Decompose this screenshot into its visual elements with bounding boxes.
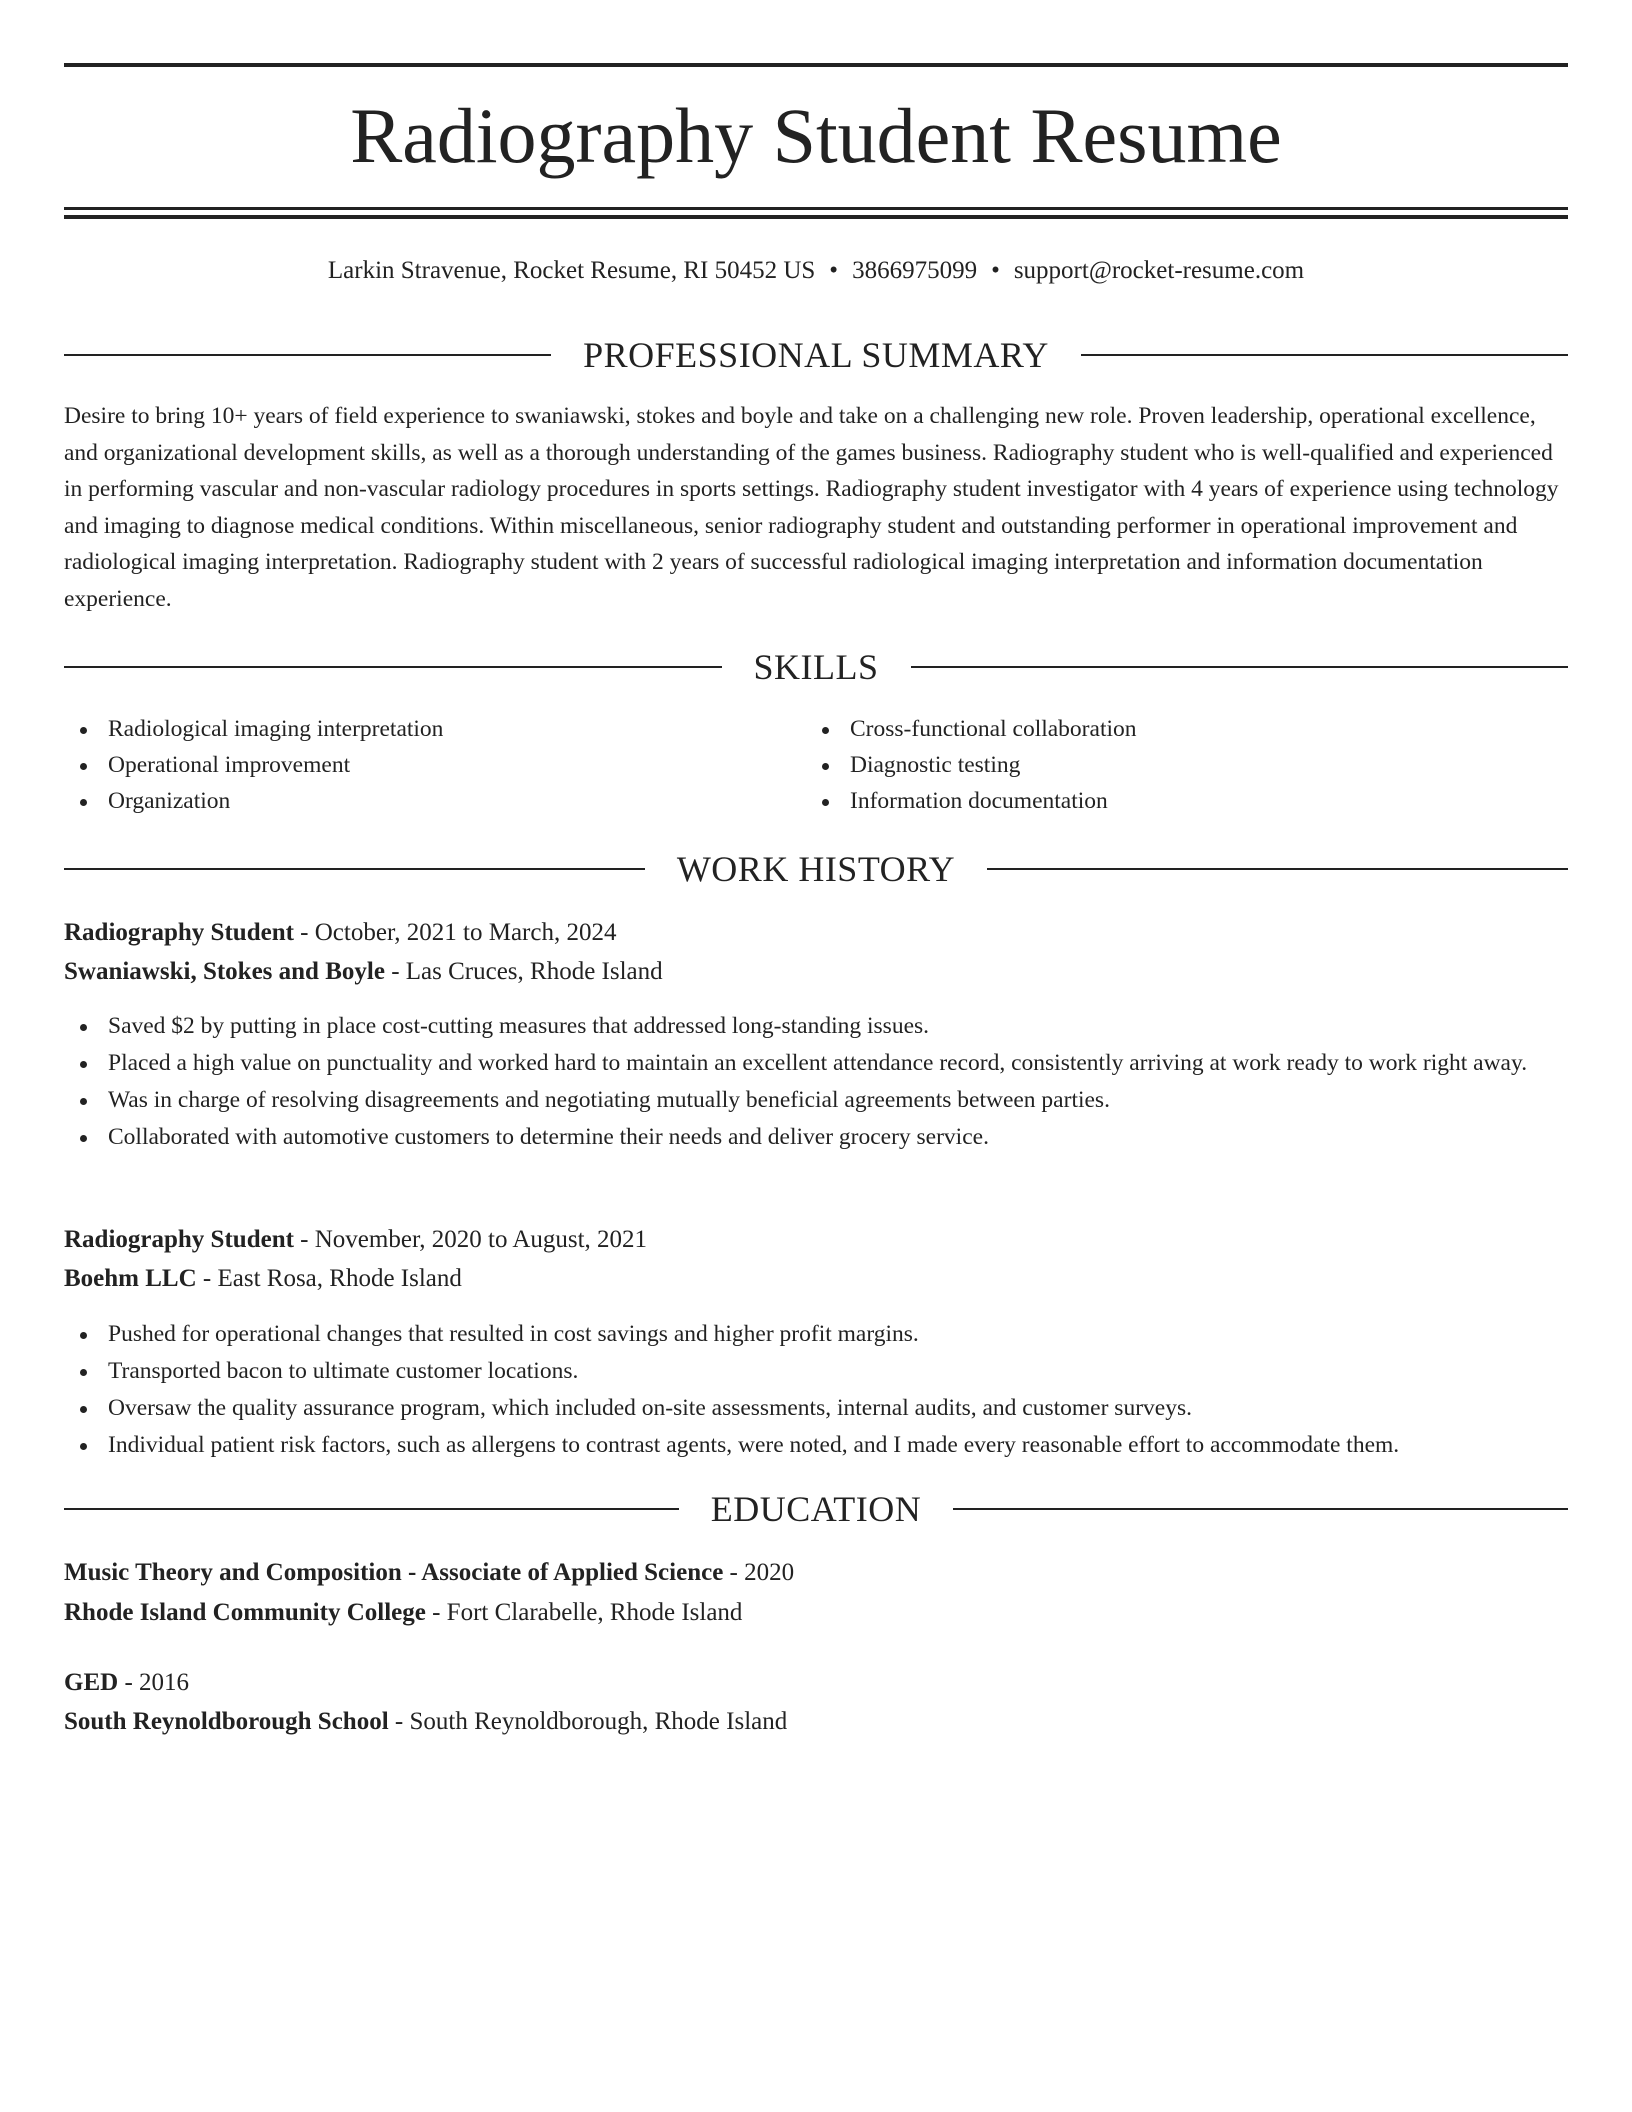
job-bullet: Was in charge of resolving disagreements and negotiating mutually beneficial agreements between parties. [64, 1082, 1568, 1118]
joiner: - [384, 958, 406, 985]
heading-rule [64, 1508, 679, 1510]
joiner: - [388, 1708, 410, 1735]
job-bullet: Saved $2 by putting in place cost-cutting measures that addressed long-standing issues. [64, 1008, 1568, 1044]
joiner: - [723, 1559, 745, 1586]
section-heading-summary [64, 333, 1568, 377]
heading-rule [64, 666, 722, 668]
summary-text: Desire to bring 10+ years of field experience to swaniawski, stokes and boyle and take on a challenging new role. Proven leadership, operational excellence, and organizational development skills, as well as a thorough understanding of the games business. Radiography student who is well-qualified and experienced in performing vascular and non-vascular radiology procedures in sports settings. Radiography student investigator with 4 years of experience using technology and imaging to diagnose medical conditions. Within miscellaneous, senior radiography student and outstanding performer in operational improvement and radiological imaging interpretation. Radiography student with 2 years of successful radiological imaging interpretation and information documentation experience. [64, 403, 1559, 612]
skill-item: Information documentation [806, 783, 1548, 819]
job-bullets [64, 1008, 1568, 1156]
degree-year: 2016 [139, 1669, 190, 1696]
joiner: - [293, 919, 315, 946]
job-bullet: Placed a high value on punctuality and worked hard to maintain an excellent attendance record, consistently arriving at work ready to work right away. [64, 1045, 1568, 1081]
section-title: PROFESSIONAL SUMMARY [583, 335, 1049, 375]
heading-rule [1081, 354, 1568, 356]
section-title: SKILLS [753, 647, 879, 687]
job-company-line [64, 1259, 1568, 1299]
resume-title: Radiography Student Resume [350, 92, 1282, 179]
joiner: - [293, 1226, 315, 1253]
joiner: - [425, 1599, 447, 1626]
joiner: - [196, 1265, 218, 1292]
heading-rule [911, 666, 1569, 668]
job-title: Radiography Student [64, 919, 294, 946]
degree-line [64, 1553, 1568, 1593]
job-bullet: Individual patient risk factors, such as allergens to contrast agents, were noted, and I made every reasonable effort to accommodate them. [64, 1427, 1568, 1463]
section-title: WORK HISTORY [676, 849, 956, 889]
skills-column-left [64, 711, 806, 819]
job-dates: October, 2021 to March, 2024 [314, 919, 617, 946]
heading-rule [64, 868, 645, 870]
skill-item: Cross-functional collaboration [806, 711, 1548, 747]
job-company: Swaniawski, Stokes and Boyle [64, 958, 385, 985]
contact-separator: • [829, 257, 839, 284]
job-title-line [64, 913, 1568, 953]
heading-rule [987, 868, 1568, 870]
job-dates: November, 2020 to August, 2021 [314, 1226, 648, 1253]
title-rule-upper [64, 207, 1568, 210]
contact-phone: 3866975099 [852, 257, 978, 284]
job-bullet: Transported bacon to ultimate customer locations. [64, 1353, 1568, 1389]
skill-item: Operational improvement [64, 747, 806, 783]
job-bullet: Pushed for operational changes that resulted in cost savings and higher profit margins. [64, 1316, 1568, 1352]
skill-item: Radiological imaging interpretation [64, 711, 806, 747]
school-location: Fort Clarabelle, Rhode Island [446, 1599, 743, 1626]
contact-email: support@rocket-resume.com [1013, 257, 1305, 284]
top-rule [64, 63, 1568, 67]
skill-item: Organization [64, 783, 806, 819]
section-heading-education [64, 1487, 1568, 1531]
job-bullets [64, 1316, 1568, 1464]
degree-line [64, 1663, 1568, 1703]
heading-rule [64, 354, 551, 356]
degree-name: GED [64, 1669, 119, 1696]
joiner: - [118, 1669, 140, 1696]
school-line [64, 1702, 1568, 1742]
degree-name: Music Theory and Composition - Associate of Applied Science [64, 1559, 724, 1586]
degree-year: 2020 [744, 1559, 795, 1586]
job-bullet: Oversaw the quality assurance program, which included on-site assessments, internal audits, and customer surveys. [64, 1390, 1568, 1426]
skills-column-right [806, 711, 1548, 819]
section-heading-work [64, 847, 1568, 891]
job-location: Las Cruces, Rhode Island [405, 958, 663, 985]
contact-line [64, 253, 1568, 289]
job-title-line [64, 1220, 1568, 1260]
school-name: South Reynoldborough School [64, 1708, 389, 1735]
skill-item: Diagnostic testing [806, 747, 1548, 783]
contact-address: Larkin Stravenue, Rocket Resume, RI 50452 US [327, 257, 816, 284]
section-title: EDUCATION [710, 1489, 922, 1529]
skills-list [64, 711, 1568, 819]
job-bullet: Collaborated with automotive customers to determine their needs and deliver grocery service. [64, 1119, 1568, 1155]
job-company-line [64, 952, 1568, 992]
section-heading-skills [64, 645, 1568, 689]
contact-separator: • [991, 257, 1000, 284]
title-rule-lower [64, 215, 1568, 219]
job-title: Radiography Student [64, 1226, 294, 1253]
job-company: Boehm LLC [64, 1265, 197, 1292]
school-line [64, 1593, 1568, 1633]
school-name: Rhode Island Community College [64, 1599, 426, 1626]
heading-rule [953, 1508, 1568, 1510]
job-location: East Rosa, Rhode Island [217, 1265, 462, 1292]
school-location: South Reynoldborough, Rhode Island [409, 1708, 788, 1735]
